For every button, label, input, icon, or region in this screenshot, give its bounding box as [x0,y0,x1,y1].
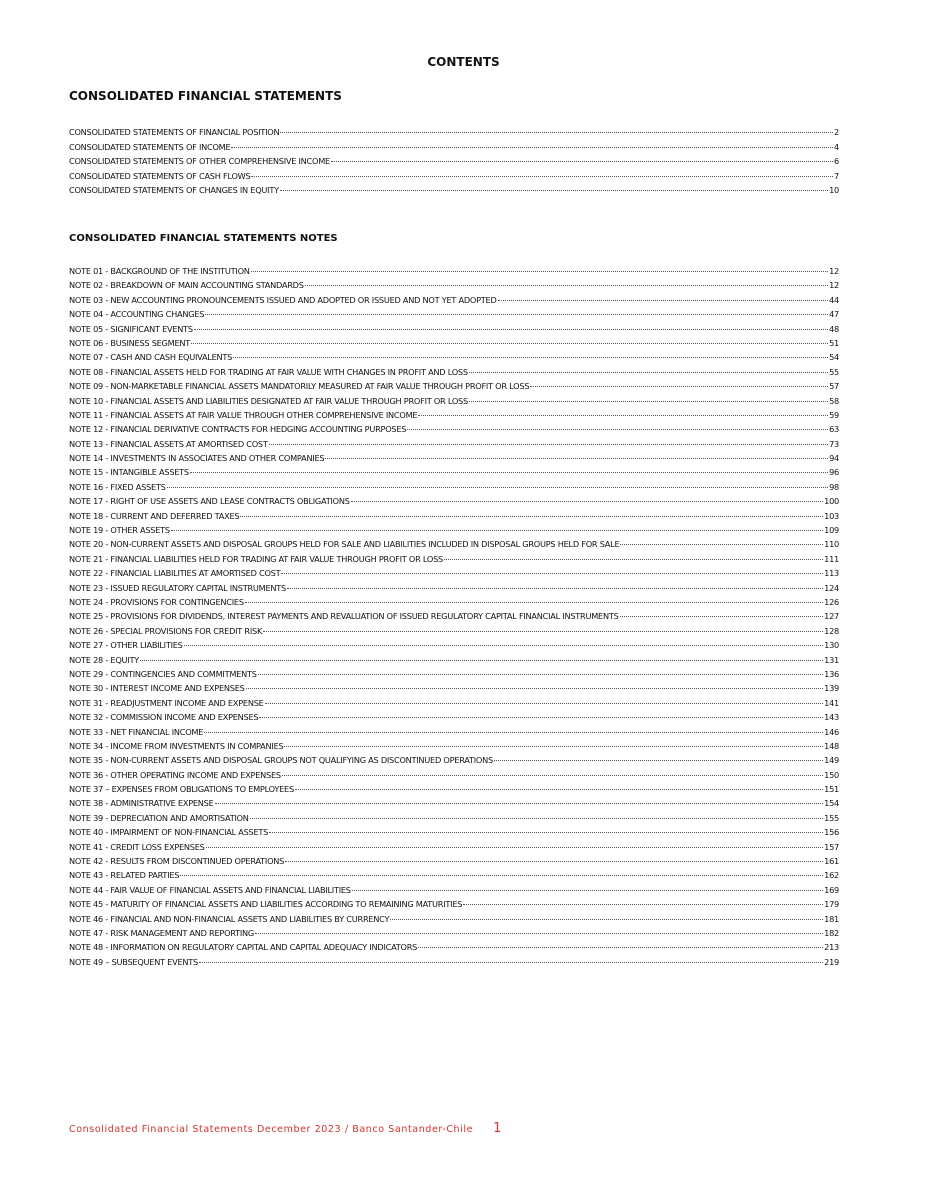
toc-entry-page[interactable]: 110 [824,539,839,550]
toc-entry-page[interactable]: 73 [829,438,839,449]
toc-leader-dots [265,703,824,704]
toc-note-entry[interactable] [69,336,839,350]
toc-entry-label[interactable]: NOTE 34 - INCOME FROM INVESTMENTS IN COMPANIES [69,740,284,751]
toc-note-entry[interactable] [69,566,839,580]
toc-note-entry[interactable] [69,480,839,494]
toc-leader-dots [259,717,823,718]
toc-note-entry[interactable] [69,696,839,710]
toc-leader-dots [171,530,823,531]
toc-note-entry[interactable] [69,926,839,940]
toc-leader-dots [258,674,823,675]
toc-entry-label[interactable]: NOTE 30 - INTEREST INCOME AND EXPENSES [69,683,245,694]
toc-leader-dots [444,559,823,560]
toc-entry-page[interactable]: 157 [824,841,839,852]
toc-entry-page[interactable]: 57 [829,381,839,392]
toc-entry-page[interactable]: 213 [824,942,839,953]
toc-note-entry[interactable] [69,394,839,408]
toc-leader-dots [251,271,828,272]
toc-entry-page[interactable]: 111 [824,553,839,564]
toc-note-entry[interactable] [69,912,839,926]
toc-leader-dots [233,357,828,358]
toc-note-entry[interactable] [69,365,839,379]
toc-leader-dots [463,904,823,905]
toc-note-entry[interactable] [69,624,839,638]
toc-entry-label[interactable]: CONSOLIDATED STATEMENTS OF OTHER COMPREHENSIVE INCOME [69,156,330,166]
toc-note-entry[interactable] [69,725,839,739]
toc-leader-dots [251,176,833,177]
toc-entry-page[interactable]: 103 [824,510,839,521]
toc-note-entry[interactable] [69,581,839,595]
toc-note-entry[interactable] [69,422,839,436]
toc-entry-label[interactable]: NOTE 05 - SIGNIFICANT EVENTS [69,323,193,334]
toc-entry-label[interactable]: NOTE 21 - FINANCIAL LIABILITIES HELD FOR TRADING AT FAIR VALUE THROUGH PROFIT OR LOSS [69,553,443,564]
toc-entry-label[interactable]: NOTE 42 - RESULTS FROM DISCONTINUED OPERATIONS [69,856,285,867]
toc-leader-dots [282,775,823,776]
toc-leader-dots [194,329,828,330]
toc-note-entry[interactable] [69,293,839,307]
toc-entry-label[interactable]: NOTE 10 - FINANCIAL ASSETS AND LIABILITIES DESIGNATED AT FAIR VALUE THROUGH PROFIT OR LOSS [69,395,468,406]
toc-statement-entry[interactable] [69,140,839,155]
toc-note-entry[interactable] [69,840,839,854]
toc-entry-page[interactable]: 96 [829,467,839,478]
toc-leader-dots [352,890,823,891]
toc-entry-label[interactable]: NOTE 29 - CONTINGENCIES AND COMMITMENTS [69,668,257,679]
toc-note-entry[interactable] [69,638,839,652]
toc-statement-entry[interactable] [69,125,839,140]
toc-entry-label[interactable]: NOTE 32 - COMMISSION INCOME AND EXPENSES [69,712,259,723]
toc-entry-page[interactable]: 94 [829,453,839,464]
toc-leader-dots [250,818,823,819]
toc-leader-dots [199,962,823,963]
toc-leader-dots [204,732,823,733]
toc-entry-label[interactable]: NOTE 13 - FINANCIAL ASSETS AT AMORTISED COST [69,438,268,449]
toc-note-entry[interactable] [69,753,839,767]
toc-entry-label[interactable]: NOTE 19 - OTHER ASSETS [69,525,170,536]
toc-entry-page[interactable]: 131 [824,654,839,665]
page-footer [69,1121,501,1136]
toc-entry-label[interactable]: NOTE 02 - BREAKDOWN OF MAIN ACCOUNTING STANDARDS [69,280,304,291]
toc-leader-dots [620,544,823,545]
page-title: CONTENTS [427,55,500,69]
toc-note-entry[interactable] [69,350,839,364]
toc-leader-dots [231,147,833,148]
toc-entry-page[interactable]: 47 [829,309,839,320]
toc-leader-dots [167,487,828,488]
toc-entry-label[interactable]: NOTE 47 - RISK MANAGEMENT AND REPORTING [69,927,255,938]
toc-entry-page[interactable]: 100 [824,496,839,507]
toc-entry-page[interactable]: 182 [824,927,839,938]
toc-leader-dots [407,429,828,430]
toc-entry-page[interactable]: 2 [834,127,839,137]
toc-leader-dots [191,343,828,344]
toc-note-entry[interactable] [69,653,839,667]
toc-leader-dots [255,933,823,934]
toc-note-entry[interactable] [69,537,839,551]
toc-entry-label[interactable]: NOTE 14 - INVESTMENTS IN ASSOCIATES AND OTHER COMPANIES [69,453,325,464]
toc-entry-label[interactable]: NOTE 40 - IMPAIRMENT OF NON-FINANCIAL ASSETS [69,827,269,838]
toc-entry-page[interactable]: 124 [824,582,839,593]
footer-text: Consolidated Financial Statements December 2023 / Banco Santander-Chile [69,1124,474,1135]
toc-entry-label[interactable]: NOTE 46 - FINANCIAL AND NON-FINANCIAL ASSETS AND LIABILITIES BY CURRENCY [69,913,390,924]
toc-entry-label[interactable]: NOTE 06 - BUSINESS SEGMENT [69,337,191,348]
toc-entry-label[interactable]: NOTE 24 - PROVISIONS FOR CONTINGENCIES [69,596,244,607]
toc-leader-dots [390,919,823,920]
toc-entry-label[interactable]: NOTE 20 - NON-CURRENT ASSETS AND DISPOSAL GROUPS HELD FOR SALE AND LIABILITIES INCLUDED IN DISPOSAL GROUPS HELD FOR SALE [69,539,620,550]
toc-entry-label[interactable]: NOTE 39 - DEPRECIATION AND AMORTISATION [69,812,249,823]
toc-entry-page[interactable]: 148 [824,740,839,751]
toc-entry-label[interactable]: NOTE 12 - FINANCIAL DERIVATIVE CONTRACTS FOR HEDGING ACCOUNTING PURPOSES [69,424,407,435]
toc-entry-label[interactable]: NOTE 16 - FIXED ASSETS [69,481,166,492]
toc-leader-dots [190,472,828,473]
toc-entry-label[interactable]: CONSOLIDATED STATEMENTS OF INCOME [69,141,231,152]
toc-note-entry[interactable] [69,509,839,523]
toc-leader-dots [418,415,828,416]
toc-leader-dots [240,516,823,517]
toc-note-entry[interactable] [69,854,839,868]
toc-entry-page[interactable]: 128 [824,625,839,636]
toc-entry-label[interactable]: CONSOLIDATED STATEMENTS OF CHANGES IN EQUITY [69,185,279,195]
toc-note-entry[interactable] [69,681,839,695]
toc-leader-dots [215,803,824,804]
toc-leader-dots [269,832,823,833]
toc-entry-label[interactable]: NOTE 27 - OTHER LIABILITIES [69,640,183,651]
toc-note-entry[interactable] [69,897,839,911]
toc-entry-page[interactable]: 51 [829,337,839,348]
toc-note-entry[interactable] [69,796,839,810]
toc-entry-label[interactable]: CONSOLIDATED STATEMENTS OF CASH FLOWS [69,170,251,181]
toc-entry-label[interactable]: NOTE 45 - MATURITY OF FINANCIAL ASSETS AND LIABILITIES ACCORDING TO REMAINING MATURITIES [69,899,463,910]
toc-entry-page[interactable]: 162 [824,870,839,881]
toc-entry-label[interactable]: NOTE 36 - OTHER OPERATING INCOME AND EXPENSES [69,769,281,780]
toc-note-entry[interactable] [69,768,839,782]
toc-entry-label[interactable]: NOTE 35 - NON-CURRENT ASSETS AND DISPOSAL GROUPS NOT QUALIFYING AS DISCONTINUED OPERATIONS [69,755,493,766]
toc-entry-page[interactable]: 149 [824,755,839,766]
toc-entry-page[interactable]: 126 [824,596,839,607]
toc-entry-label[interactable]: NOTE 26 - SPECIAL PROVISIONS FOR CREDIT RISK [69,625,263,636]
toc-statement-entry[interactable] [69,183,839,198]
toc-entry-label[interactable]: NOTE 01 - BACKGROUND OF THE INSTITUTION [69,266,250,276]
toc-entry-page[interactable]: 155 [824,812,839,823]
toc-note-entry[interactable] [69,811,839,825]
toc-leader-dots [284,746,823,747]
toc-leader-dots [285,861,823,862]
toc-entry-label[interactable]: NOTE 08 - FINANCIAL ASSETS HELD FOR TRADING AT FAIR VALUE WITH CHANGES IN PROFIT AND LOSS [69,366,468,377]
statements-toc [69,125,839,198]
toc-entry-page[interactable]: 179 [824,899,839,910]
toc-entry-page[interactable]: 58 [829,395,839,406]
toc-leader-dots [331,161,833,162]
toc-leader-dots [263,631,823,632]
toc-entry-page[interactable]: 141 [824,697,839,708]
toc-entry-page[interactable]: 143 [824,712,839,723]
toc-entry-page[interactable]: 156 [824,827,839,838]
toc-entry-label[interactable]: NOTE 28 - EQUITY [69,654,139,665]
toc-note-entry[interactable] [69,868,839,882]
toc-note-entry[interactable] [69,883,839,897]
toc-leader-dots [418,947,823,948]
toc-entry-label[interactable]: NOTE 11 - FINANCIAL ASSETS AT FAIR VALUE THROUGH OTHER COMPREHENSIVE INCOME [69,409,418,420]
toc-note-entry[interactable] [69,322,839,336]
toc-entry-page[interactable]: 136 [824,668,839,679]
toc-entry-page[interactable]: 7 [834,170,839,181]
toc-entry-page[interactable]: 127 [824,611,839,622]
toc-entry-label[interactable]: NOTE 04 - ACCOUNTING CHANGES [69,309,205,320]
toc-entry-label[interactable]: NOTE 18 - CURRENT AND DEFERRED TAXES [69,510,240,521]
toc-entry-label[interactable]: NOTE 41 - CREDIT LOSS EXPENSES [69,841,205,852]
toc-note-entry[interactable] [69,667,839,681]
toc-leader-dots [206,847,823,848]
toc-note-entry[interactable] [69,710,839,724]
toc-entry-label[interactable]: NOTE 48 - INFORMATION ON REGULATORY CAPITAL AND CAPITAL ADEQUACY INDICATORS [69,942,418,953]
toc-note-entry[interactable] [69,739,839,753]
toc-entry-page[interactable]: 12 [829,266,839,276]
toc-entry-page[interactable]: 44 [829,294,839,305]
toc-note-entry[interactable] [69,437,839,451]
toc-note-entry[interactable] [69,264,839,278]
toc-entry-page[interactable]: 4 [834,141,839,152]
toc-entry-page[interactable]: 55 [829,366,839,377]
toc-leader-dots [246,688,824,689]
toc-leader-dots [280,190,828,191]
toc-leader-dots [305,285,828,286]
toc-leader-dots [295,789,823,790]
toc-entry-page[interactable]: 219 [824,956,839,967]
toc-entry-label[interactable]: NOTE 43 - RELATED PARTIES [69,870,180,881]
toc-leader-dots [281,573,823,574]
toc-note-entry[interactable] [69,825,839,839]
toc-note-entry[interactable] [69,523,839,537]
toc-entry-page[interactable]: 63 [829,424,839,435]
toc-entry-label[interactable]: NOTE 44 - FAIR VALUE OF FINANCIAL ASSETS AND FINANCIAL LIABILITIES [69,884,351,895]
toc-entry-page[interactable]: 98 [829,481,839,492]
toc-entry-page[interactable]: 161 [824,856,839,867]
toc-entry-label[interactable]: NOTE 03 - NEW ACCOUNTING PRONOUNCEMENTS ISSUED AND ADOPTED OR ISSUED AND NOT YET ADOPTED [69,294,497,305]
toc-note-entry[interactable] [69,278,839,292]
toc-entry-page[interactable]: 181 [824,913,839,924]
toc-leader-dots [530,386,828,387]
toc-note-entry[interactable] [69,451,839,465]
toc-leader-dots [269,444,828,445]
toc-entry-label[interactable]: CONSOLIDATED STATEMENTS OF FINANCIAL POSITION [69,127,280,137]
toc-entry-label[interactable]: NOTE 33 - NET FINANCIAL INCOME [69,726,204,737]
toc-entry-page[interactable]: 12 [829,280,839,291]
statements-heading: CONSOLIDATED FINANCIAL STATEMENTS [69,89,342,103]
toc-entry-label[interactable]: NOTE 38 - ADMINISTRATIVE EXPENSE [69,798,214,809]
notes-toc [69,264,839,969]
toc-entry-label[interactable]: NOTE 37 – EXPENSES FROM OBLIGATIONS TO EMPLOYEES [69,784,294,795]
toc-entry-label[interactable]: NOTE 15 - INTANGIBLE ASSETS [69,467,189,478]
toc-leader-dots [140,660,823,661]
toc-entry-page[interactable]: 59 [829,409,839,420]
toc-leader-dots [469,401,828,402]
toc-leader-dots [469,372,828,373]
toc-entry-page[interactable]: 109 [824,525,839,536]
toc-leader-dots [245,602,823,603]
toc-note-entry[interactable] [69,307,839,321]
toc-statement-entry[interactable] [69,154,839,169]
toc-note-entry[interactable] [69,955,839,969]
toc-entry-label[interactable]: NOTE 09 - NON-MARKETABLE FINANCIAL ASSETS MANDATORILY MEASURED AT FAIR VALUE THROUGH PROFIT OR LOSS [69,381,530,392]
toc-entry-page[interactable]: 139 [824,683,839,694]
toc-entry-page[interactable]: 6 [834,156,839,166]
toc-entry-page[interactable]: 151 [824,784,839,795]
notes-heading: CONSOLIDATED FINANCIAL STATEMENTS NOTES [69,233,338,244]
toc-note-entry[interactable] [69,379,839,393]
toc-entry-page[interactable]: 54 [829,352,839,363]
toc-leader-dots [205,314,828,315]
toc-note-entry[interactable] [69,552,839,566]
toc-note-entry[interactable] [69,609,839,623]
toc-entry-page[interactable]: 150 [824,769,839,780]
toc-note-entry[interactable] [69,940,839,954]
toc-entry-label[interactable]: NOTE 22 - FINANCIAL LIABILITIES AT AMORTISED COST [69,568,281,579]
toc-leader-dots [325,458,828,459]
toc-entry-label[interactable]: NOTE 49 – SUBSEQUENT EVENTS [69,956,198,967]
toc-entry-page[interactable]: 154 [824,798,839,809]
toc-statement-entry[interactable] [69,169,839,184]
toc-leader-dots [180,875,823,876]
toc-entry-page[interactable]: 10 [829,185,839,195]
toc-entry-label[interactable]: NOTE 17 - RIGHT OF USE ASSETS AND LEASE CONTRACTS OBLIGATIONS [69,496,350,507]
toc-leader-dots [287,588,823,589]
toc-entry-page[interactable]: 169 [824,884,839,895]
toc-entry-page[interactable]: 48 [829,323,839,334]
toc-note-entry[interactable] [69,494,839,508]
toc-entry-label[interactable]: NOTE 23 - ISSUED REGULATORY CAPITAL INSTRUMENTS [69,582,286,593]
toc-entry-label[interactable]: NOTE 31 - READJUSTMENT INCOME AND EXPENSE [69,697,264,708]
toc-note-entry[interactable] [69,408,839,422]
toc-entry-page[interactable]: 146 [824,726,839,737]
toc-entry-page[interactable]: 130 [824,640,839,651]
footer-page-number: 1 [493,1121,502,1136]
toc-leader-dots [280,132,833,133]
toc-entry-page[interactable]: 113 [824,568,839,579]
toc-entry-label[interactable]: NOTE 25 - PROVISIONS FOR DIVIDENDS, INTEREST PAYMENTS AND REVALUATION OF ISSUED REGULATORY CAPITAL FINANCIAL INSTRUMENTS [69,611,619,622]
toc-note-entry[interactable] [69,782,839,796]
toc-leader-dots [498,300,829,301]
toc-leader-dots [494,760,823,761]
toc-leader-dots [184,645,823,646]
toc-entry-label[interactable]: NOTE 07 - CASH AND CASH EQUIVALENTS [69,352,233,363]
toc-leader-dots [351,501,823,502]
toc-note-entry[interactable] [69,595,839,609]
toc-leader-dots [620,616,824,617]
toc-note-entry[interactable] [69,465,839,479]
